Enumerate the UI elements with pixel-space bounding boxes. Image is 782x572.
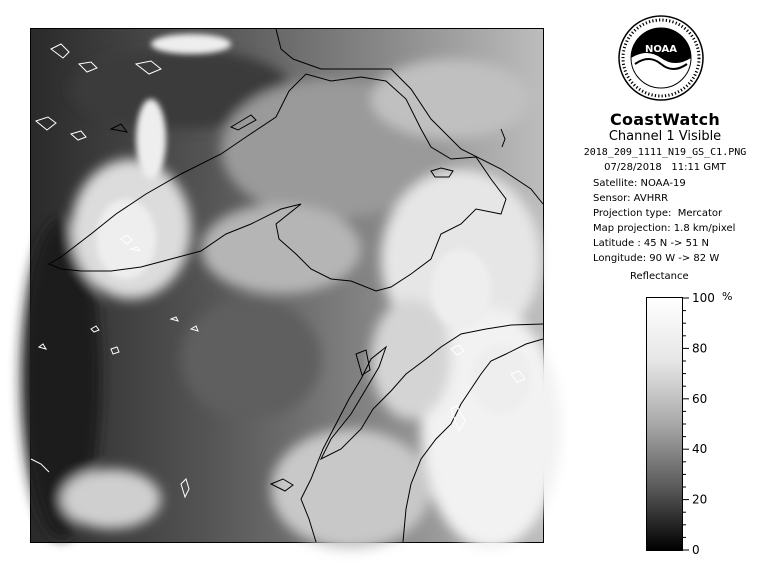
logo-text: NOAA (644, 44, 678, 55)
legend-title: Reflectance (630, 271, 689, 282)
image-time: 11:11 GMT (671, 162, 726, 173)
latitude-label: Latitude : 45 N -> 51 N (593, 238, 709, 249)
satellite-map (31, 29, 543, 542)
colorbar-unit: % (722, 290, 733, 303)
noaa-logo (617, 14, 705, 102)
colorbar-scale (682, 290, 742, 557)
app-title: CoastWatch (609, 110, 721, 129)
satellite-image (30, 28, 544, 543)
colorbar-tick-label: 60 (692, 391, 708, 406)
projection-type-label: Projection type: Mercator (593, 208, 723, 219)
image-date: 07/28/2018 (604, 162, 662, 173)
colorbar-tick-label: 100 (692, 291, 715, 305)
image-datetime (560, 162, 770, 173)
reflectance-colorbar (646, 297, 683, 551)
map-projection-label: Map projection: 1.8 km/pixel (593, 223, 736, 234)
satellite-label: Satellite: NOAA-19 (593, 178, 686, 189)
channel-label: Channel 1 Visible (608, 129, 722, 144)
colorbar-tick-label: 80 (692, 341, 708, 356)
colorbar-tick-label: 20 (692, 492, 708, 507)
colorbar-tick-label: 40 (692, 442, 708, 457)
longitude-label: Longitude: 90 W -> 82 W (593, 253, 720, 264)
image-filename: 2018_209_1111_N19_GS_C1.PNG (583, 147, 747, 158)
colorbar-tick-label: 0 (692, 543, 700, 557)
sensor-label: Sensor: AVHRR (593, 193, 669, 204)
